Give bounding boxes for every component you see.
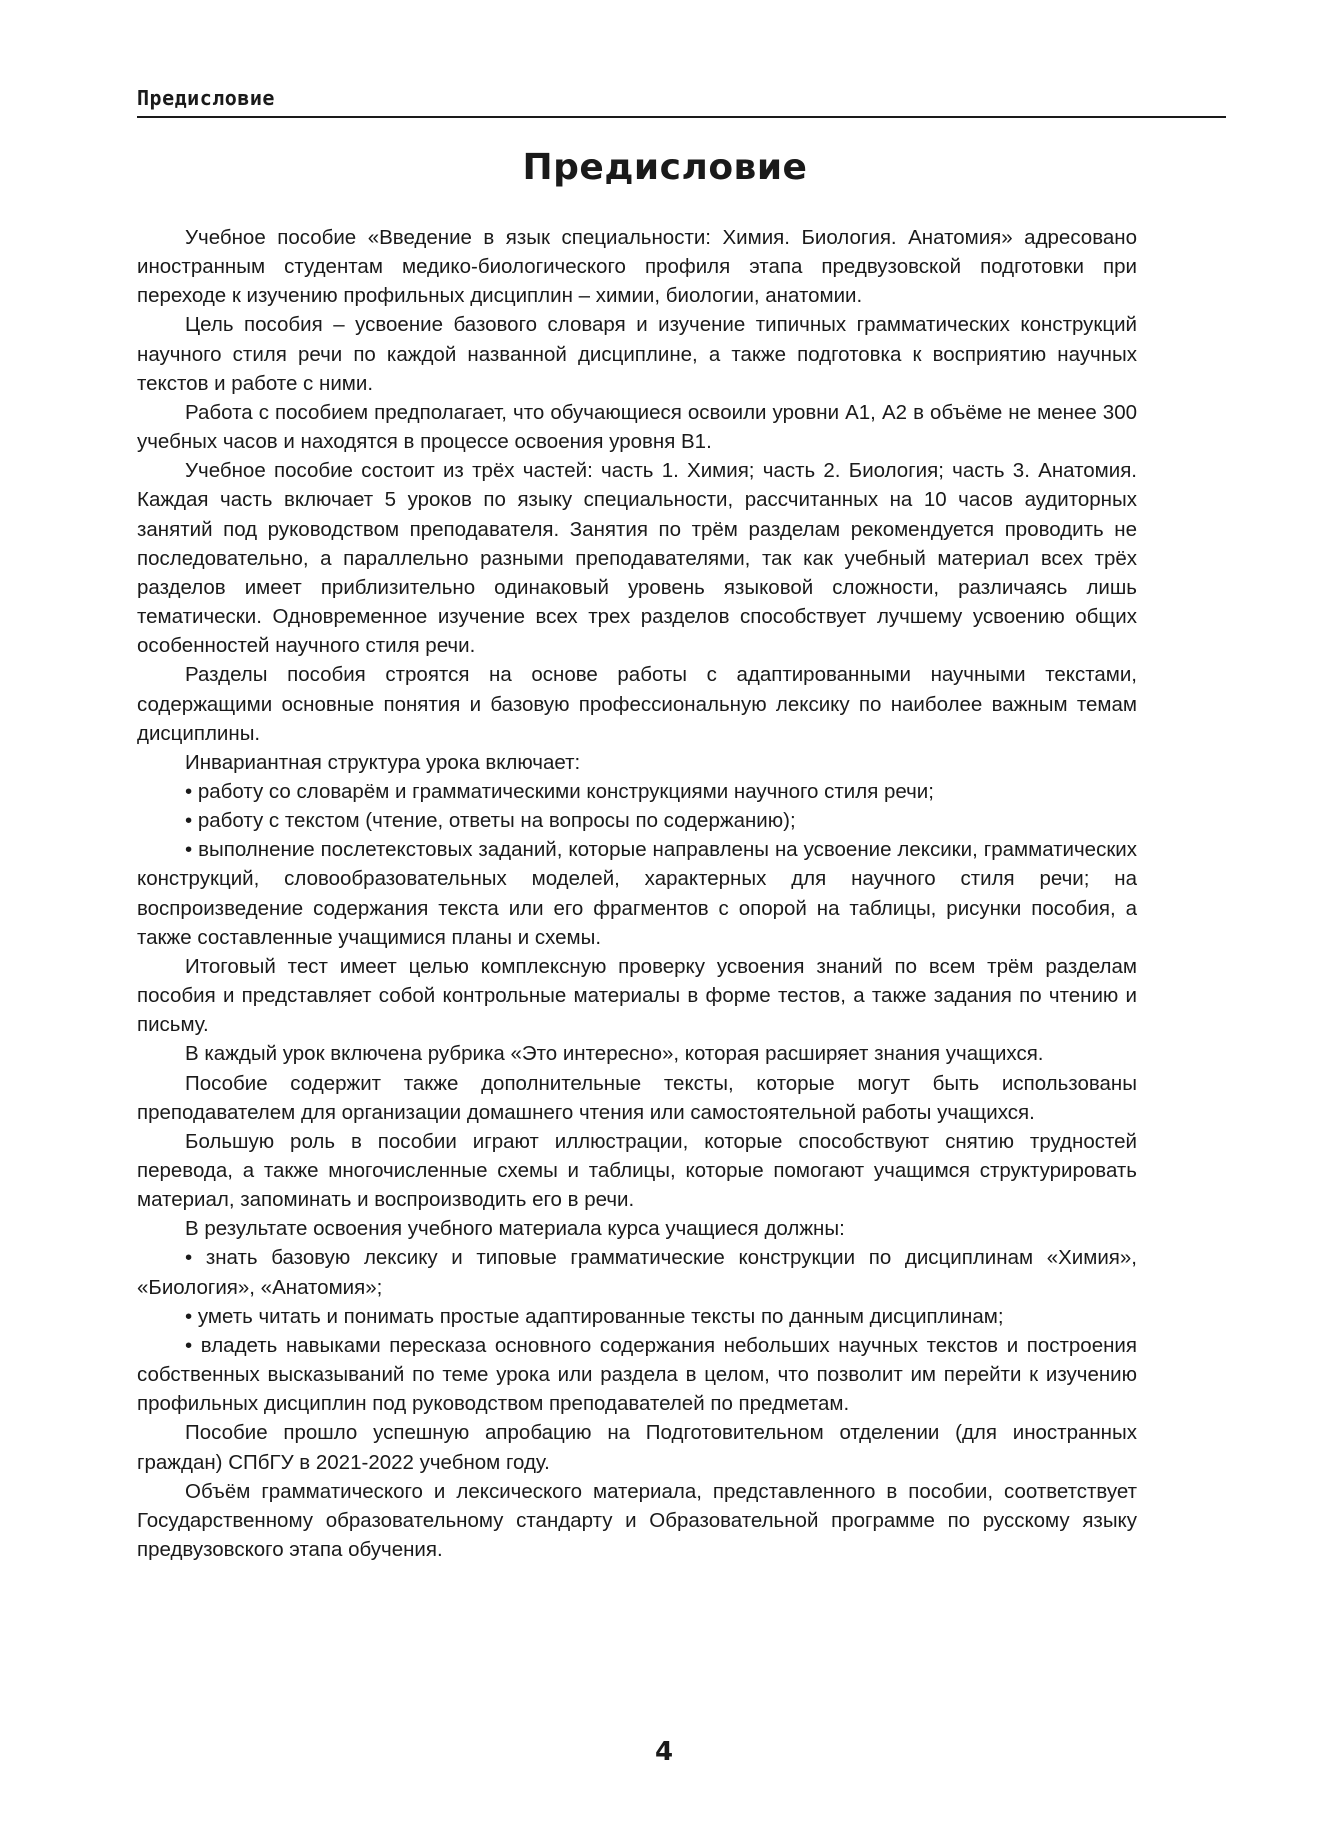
bullet-item: • владеть навыками пересказа основного содержания небольших научных текстов и построения собственных высказываний по теме урока или раздела в целом, что позволит им перейти к изучению профильных дисциплин под руководством преподавателей по предметам. [137, 1333, 1137, 1416]
header-rule [137, 116, 1226, 118]
paragraph-lesson-structure: Инвариантная структура урока включает: [185, 750, 581, 774]
running-header: Предисловие [137, 86, 275, 110]
paragraph-approbation: Пособие прошло успешную апробацию на Подготовительном отделении (для иностранных граждан) СПбГУ в 2021-2022 учебном году. [137, 1421, 1137, 1474]
bullet-item: • выполнение послетекстовых заданий, которые направлены на усвоение лексики, грамматических конструкций, словообразовательных моделей, характерных для научного стиля речи; на воспроизведение содержания текста или его фрагментов с опорой на таблицы, рисунки пособия, а также составленные учащимися планы и схемы. [137, 838, 1137, 949]
bullet-item: • уметь читать и понимать простые адаптированные тексты по данным дисциплинам; [185, 1304, 1004, 1328]
paragraph-final-test: Итоговый тест имеет целью комплексную проверку усвоения знаний по всем трём разделам пособия и представляет собой контрольные материалы в форме тестов, а также задания по чтению и письму. [137, 954, 1137, 1037]
bullet-item: • знать базовую лексику и типовые грамматические конструкции по дисциплинам «Химия», «Биология», «Анатомия»; [137, 1246, 1137, 1299]
paragraph-illustrations: Большую роль в пособии играют иллюстрации, которые способствуют снятию трудностей перевода, а также многочисленные схемы и таблицы, которые помогают учащимся структурировать материал, запоминать и воспроизводить его в речи. [137, 1129, 1137, 1212]
paragraph-standard: Объём грамматического и лексического материала, представленного в пособии, соответствует Государственному образовательному стандарту и Образовательной программе по русскому языку предвузовского этапа обучения. [137, 1479, 1137, 1562]
paragraph-prerequisites: Работа с пособием предполагает, что обучающиеся освоили уровни А1, А2 в объёме не менее 300 учебных часов и находятся в процессе освоения уровня В1. [137, 400, 1137, 454]
paragraph-rubric: В каждый урок включена рубрика «Это интересно», которая расширяет знания учащихся. [185, 1042, 1044, 1066]
page-number: 4 [654, 1737, 674, 1767]
paragraph-outcomes: В результате освоения учебного материала курса учащиеся должны: [185, 1217, 845, 1241]
paragraph-structure: Учебное пособие состоит из трёх частей: часть 1. Химия; часть 2. Биология; часть 3. Анатомия. Каждая часть включает 5 уроков по языку специальности, рассчитанных на 10 часов аудиторных занятий под руководством преподавателя. Занятия по трём разделам рекомендуется проводить не последовательно, а параллельно разными преподавателями, так как учебный материал всех трёх разделов имеет приблизительно одинаковый уровень языковой сложности, различаясь лишь тематически. Одновременное изучение всех трех разделов способствует лучшему усвоению общих особенностей научного стиля речи. [137, 459, 1137, 658]
paragraph-intro: Учебное пособие «Введение в язык специальности: Химия. Биология. Анатомия» адресовано иностранным студентам медико-биологического профиля этапа предвузовской подготовки при переходе к изучению профильных дисциплин – химии, биологии, анатомии. [137, 226, 1137, 308]
bullet-item: • работу со словарём и грамматическими конструкциями научного стиля речи; [185, 779, 934, 803]
paragraph-sections: Разделы пособия строятся на основе работы с адаптированными научными текстами, содержащими основные понятия и базовую профессиональную лексику по наиболее важным темам дисциплины. [137, 663, 1137, 745]
page-title: Предисловие [522, 147, 808, 188]
paragraph-extra-texts: Пособие содержит также дополнительные тексты, которые могут быть использованы преподавателем для организации домашнего чтения или самостоятельной работы учащихся. [137, 1071, 1137, 1124]
paragraph-goal: Цель пособия – усвоение базового словаря и изучение типичных грамматических конструкций научного стиля речи по каждой названной дисциплине, а также подготовка к восприятию научных текстов и работе с ними. [137, 313, 1137, 395]
body-text [137, 223, 1137, 1564]
bullet-item: • работу с текстом (чтение, ответы на вопросы по содержанию); [185, 809, 796, 833]
